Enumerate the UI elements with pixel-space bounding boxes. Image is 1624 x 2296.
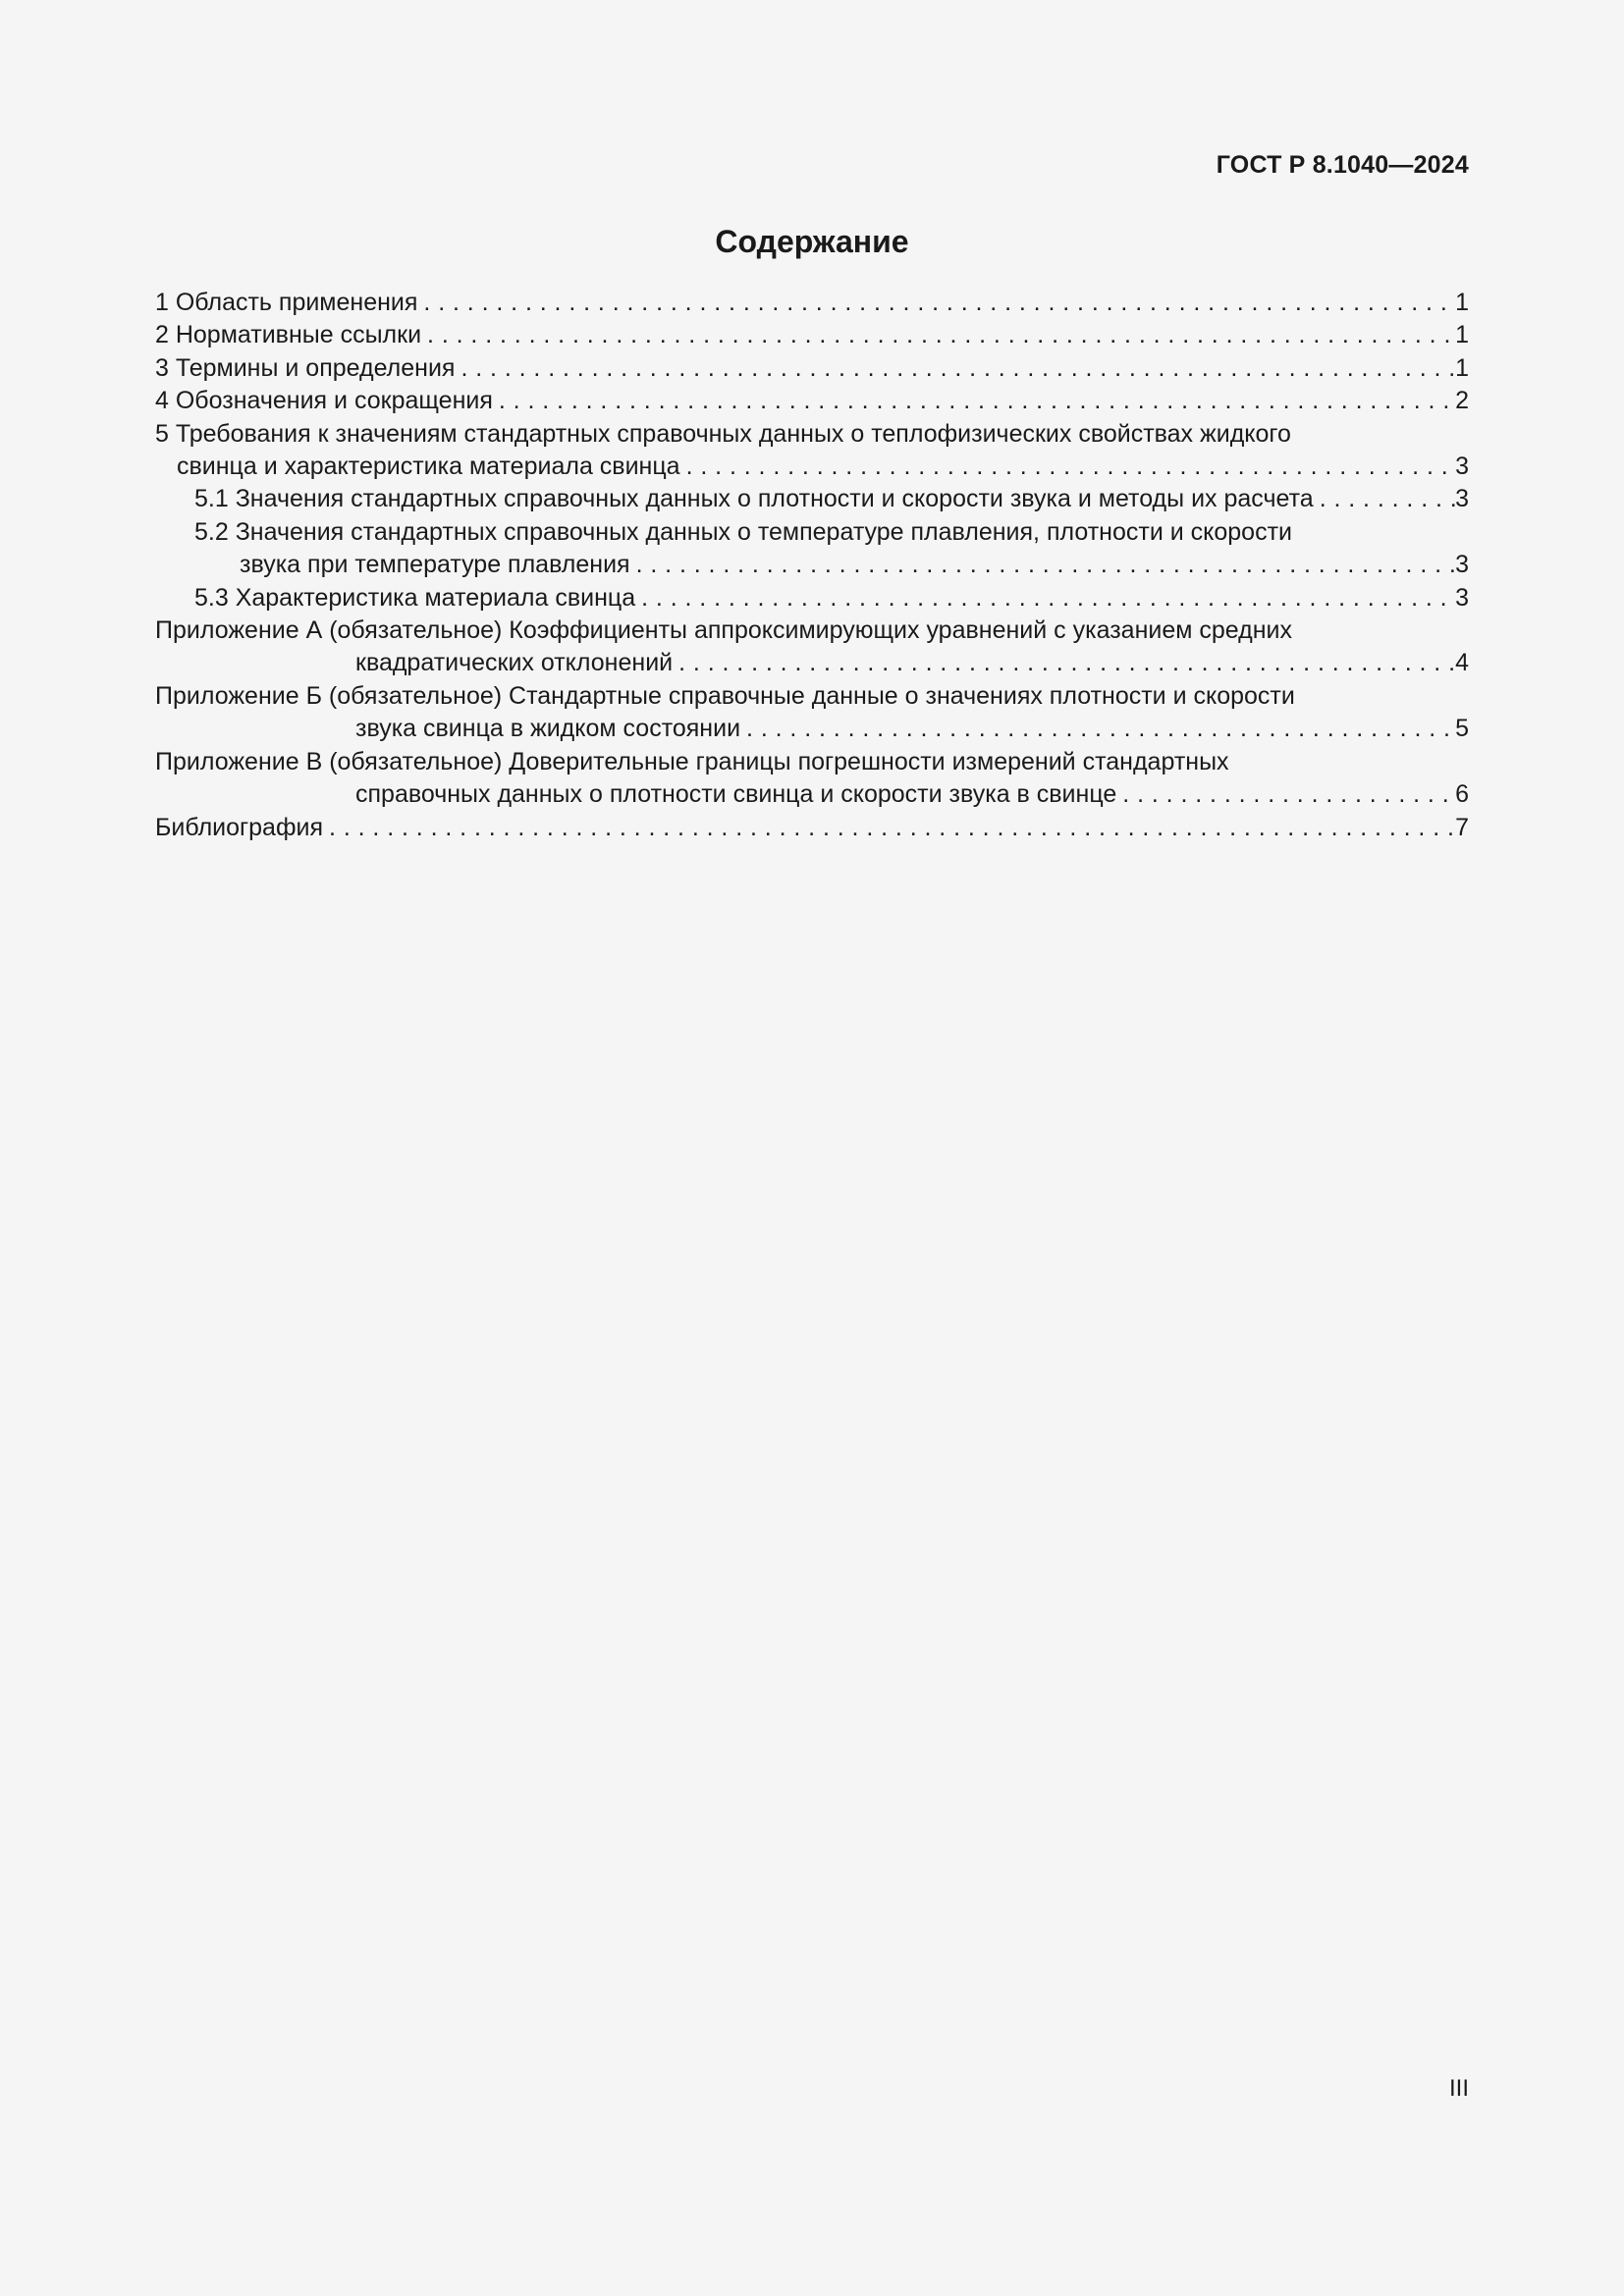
toc-entry-text: 5.1 Значения стандартных справочных данных о плотности и скорости звука и методы их расчета [194,485,1314,513]
leader-dots [630,549,1456,581]
leader-dots [740,713,1455,745]
toc-entry-first-line: 5 Требования к значениям стандартных справочных данных о теплофизических свойствах жидкого [155,419,1291,448]
toc-entry-text: 2 Нормативные ссылки [155,321,422,349]
toc-entry-3[interactable] [155,352,1469,385]
toc-entry-page: 1 [1455,321,1469,349]
page-number: III [1448,2075,1469,2102]
toc-entry-page: 1 [1455,353,1469,382]
leader-dots [417,287,1455,319]
leader-dots [680,451,1456,483]
toc-entry-page: 4 [1455,649,1469,677]
toc-entry-text: квадратических отклонений [355,649,674,677]
toc-entry-4[interactable] [155,385,1469,417]
toc-entry-2[interactable] [155,319,1469,351]
toc-entry-text: справочных данных о плотности свинца и скорости звука в свинце [355,780,1117,809]
toc-entry-page: 1 [1455,289,1469,316]
toc-entry-text: звука при температуре плавления [240,551,630,579]
toc-entry-text: 1 Область применения [155,289,418,316]
toc-entry-page: 2 [1455,387,1469,415]
toc-title: Содержание [715,224,909,259]
toc-entry-5-3[interactable] [155,582,1469,614]
toc-entry-1[interactable] [155,287,1469,319]
toc-entry-page: 6 [1455,780,1469,809]
toc-entry-page: 5 [1455,715,1469,743]
toc-entry-5-2[interactable] [155,516,1469,582]
table-of-contents [155,287,1469,844]
toc-entry-first-line: Приложение А (обязательное) Коэффициенты аппроксимирующих уравнений с указанием средних [155,616,1292,645]
leader-dots [421,319,1455,351]
leader-dots [455,352,1455,385]
leader-dots [493,385,1455,417]
toc-entry-page: 3 [1455,453,1469,481]
toc-entry-appendix-v[interactable] [155,746,1469,812]
leader-dots [323,812,1455,844]
toc-entry-page: 3 [1455,485,1469,513]
toc-entry-first-line: Приложение Б (обязательное) Стандартные справочные данные о значениях плотности и скорости [155,681,1295,710]
toc-entry-5[interactable] [155,418,1469,484]
toc-entry-text: звука свинца в жидком состоянии [355,715,741,743]
toc-entry-first-line: 5.2 Значения стандартных справочных данных о температуре плавления, плотности и скорости [194,517,1292,546]
toc-entry-text: 3 Термины и определения [155,353,456,382]
toc-entry-text: 4 Обозначения и сокращения [155,387,493,415]
toc-entry-appendix-a[interactable] [155,614,1469,680]
toc-entry-text: свинца и характеристика материала свинца [177,453,680,481]
toc-entry-5-1[interactable] [155,483,1469,515]
toc-entry-page: 7 [1455,813,1469,841]
leader-dots [1314,483,1455,515]
toc-entry-page: 3 [1455,551,1469,579]
document-code: ГОСТ Р 8.1040—2024 [1216,151,1469,179]
toc-entry-bibliography[interactable] [155,812,1469,844]
toc-entry-page: 3 [1455,583,1469,612]
toc-entry-first-line: Приложение В (обязательное) Доверительные границы погрешности измерений стандартных [155,747,1229,775]
toc-entry-text: Библиография [155,813,324,841]
leader-dots [635,582,1455,614]
toc-entry-text: 5.3 Характеристика материала свинца [194,583,636,612]
leader-dots [673,647,1455,679]
leader-dots [1116,778,1455,811]
toc-entry-appendix-b[interactable] [155,680,1469,746]
